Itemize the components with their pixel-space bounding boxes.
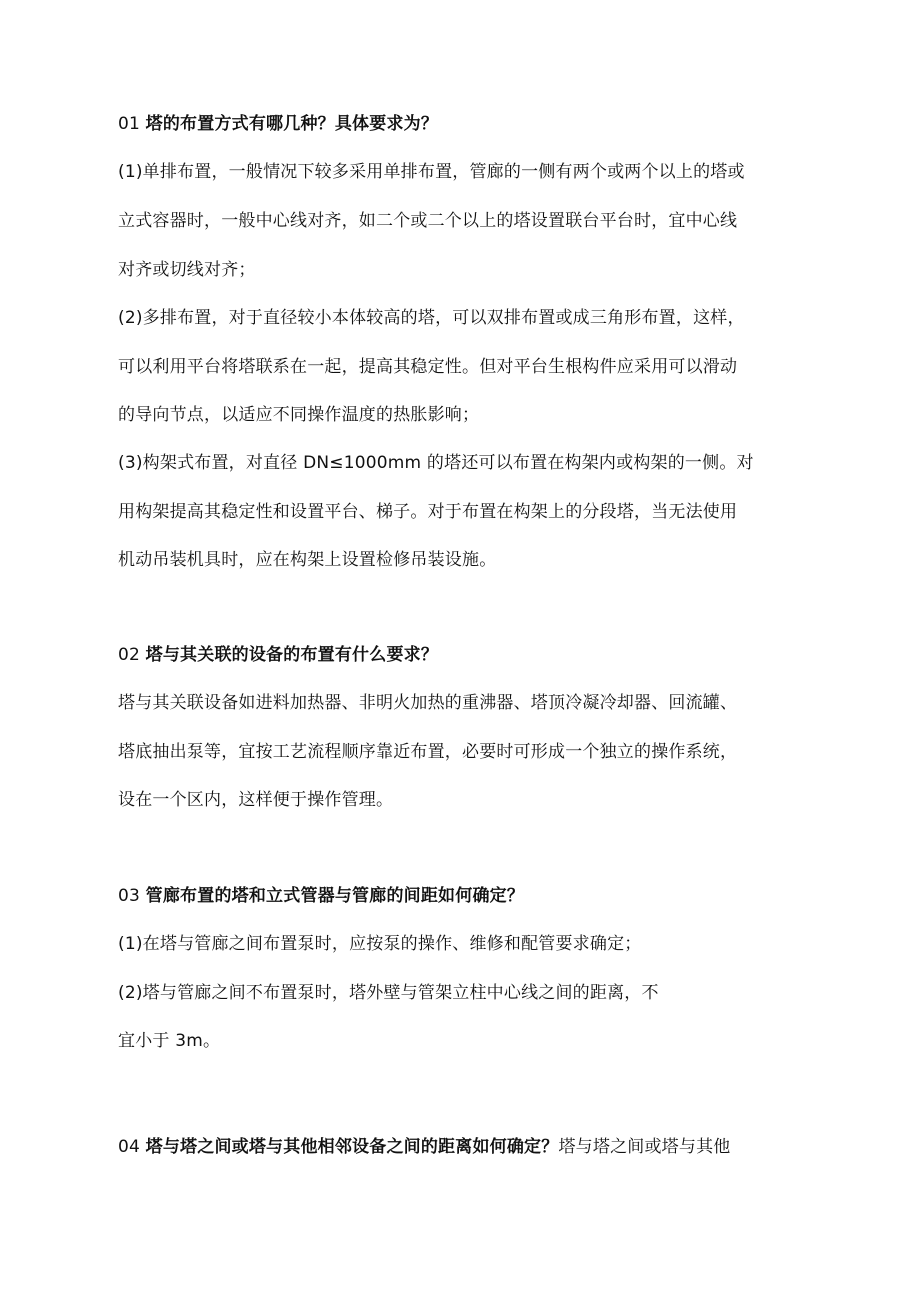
section-question: 塔与其关联的设备的布置有什么要求？ [145,645,439,665]
section-question: 塔的布置方式有哪几种？具体要求为？ [145,114,439,134]
paragraph-line: 塔与塔之间或塔与其他 [558,1137,731,1157]
paragraph-line: 立式容器时，一般中心线对齐，如二个或二个以上的塔设置联台平台时，宜中心线 [118,211,738,231]
paragraph-line: 宜小于 3m。 [118,1031,221,1051]
paragraph-line: 机动吊装机具时，应在构架上设置检修吊装设施。 [118,550,497,570]
paragraph-line: 的导向节点，以适应不同操作温度的热胀影响； [118,405,480,425]
paragraph-line: 对齐或切线对齐； [118,260,256,280]
paragraph-line: 设在一个区内，这样便于操作管理。 [118,790,394,810]
section-number: 02 [118,645,141,665]
section-02-heading [118,643,818,667]
paragraph-line: 用构架提高其稳定性和设置平台、梯子。对于布置在构架上的分段塔，当无法使用 [118,502,738,522]
paragraph-line: (1)在塔与管廊之间布置泵时，应按泵的操作、维修和配管要求确定； [118,934,642,954]
section-number: 03 [118,886,141,906]
section-01-heading [118,112,818,136]
section-question: 管廊布置的塔和立式管器与管廊的间距如何确定？ [145,886,525,906]
paragraph-line: 塔底抽出泵等，宜按工艺流程顺序靠近布置，必要时可形成一个独立的操作系统， [118,742,738,762]
section-number: 04 [118,1137,141,1157]
paragraph-line: (2)多排布置，对于直径较小本体较高的塔，可以双排布置或成三角形布置，这样， [118,308,745,328]
paragraph-line: (2)塔与管廊之间不布置泵时，塔外壁与管架立柱中心线之间的距离，不 [118,983,659,1003]
section-04-heading [118,1135,818,1159]
section-question: 塔与塔之间或塔与其他相邻设备之间的距离如何确定？ [145,1137,559,1157]
paragraph-line: (3)构架式布置，对直径 DN≤1000mm 的塔还可以布置在构架内或构架的一侧。对 [118,453,754,473]
paragraph-line: (1)单排布置，一般情况下较多采用单排布置，管廊的一侧有两个或两个以上的塔或 [118,162,745,182]
section-number: 01 [118,114,141,134]
paragraph-line: 塔与其关联设备如进料加热器、非明火加热的重沸器、塔顶冷凝冷却器、回流罐、 [118,693,738,713]
paragraph-line: 可以利用平台将塔联系在一起，提高其稳定性。但对平台生根构件应采用可以滑动 [118,357,738,377]
section-03-heading [118,884,818,908]
